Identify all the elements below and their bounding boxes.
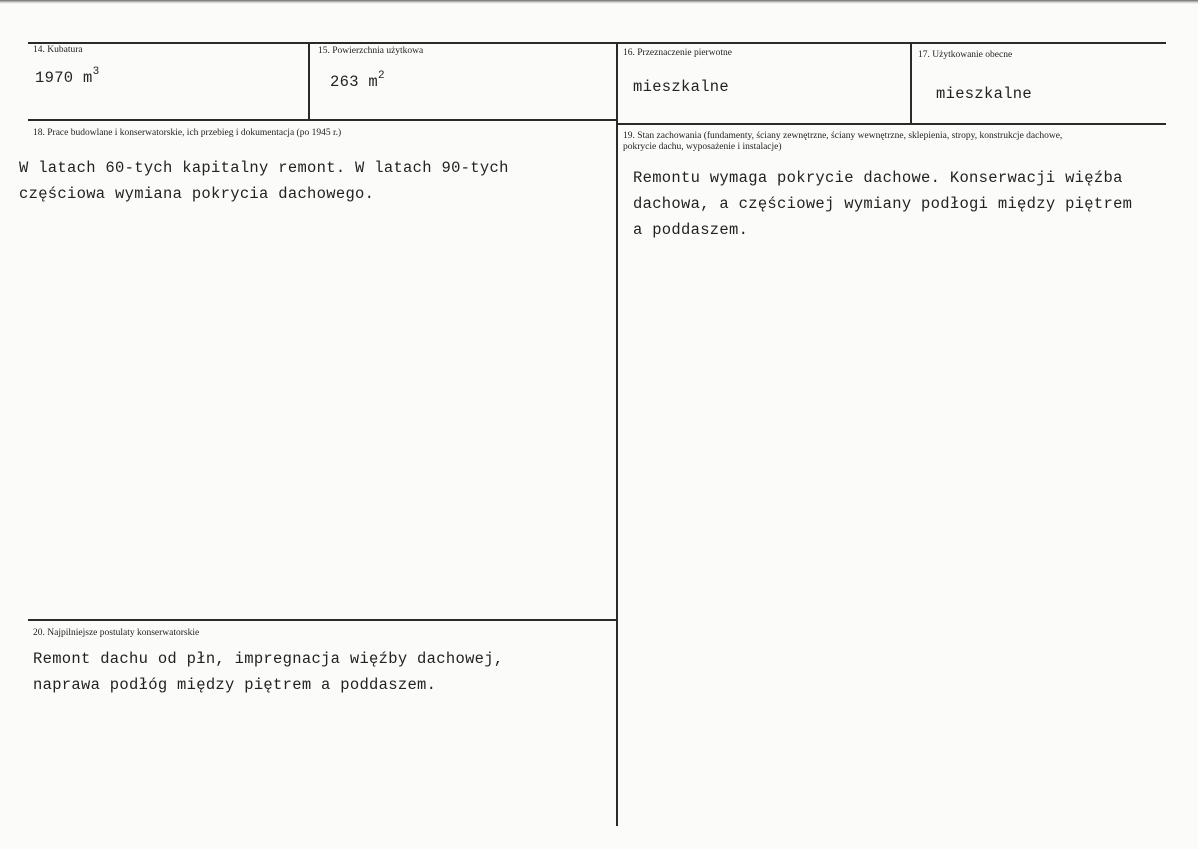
field-17-value: mieszkalne <box>936 85 1033 103</box>
center-divider <box>616 42 618 826</box>
field-14-value-text: 1970 m <box>35 69 93 88</box>
field-15-label: 15. Powierzchnia użytkowa <box>318 46 424 56</box>
field-20-label: 20. Najpilniejsze postulaty konserwatorskie <box>33 628 200 638</box>
field-15-value <box>330 72 385 91</box>
field-18-label: 18. Prace budowlane i konserwatorskie, ich przebieg i dokumentacja (po 1945 r.) <box>33 128 342 138</box>
field-18-text: W latach 60-tych kapitalny remont. W latach 90-tych częściowa wymiana pokrycia dachowego. <box>19 159 509 203</box>
row1-bottom-rule-right <box>618 123 1166 125</box>
field-19-label: 19. Stan zachowania (fundamenty, ściany zewnętrzne, ściany wewnętrzne, sklepienia, stropy, konstrukcje dachowe, pokrycie dachu, wyposażenie i instalacje) <box>623 131 1063 152</box>
field-14-value <box>35 68 100 87</box>
field-16-value: mieszkalne <box>633 78 730 96</box>
field-20-text: Remont dachu od płn, impregnacja więźby dachowej, naprawa podłóg między piętrem a poddaszem. <box>33 650 504 694</box>
top-rule <box>28 42 1166 44</box>
row1-bottom-rule-left <box>28 119 618 121</box>
page-top-edge <box>0 0 1198 4</box>
field-19-text: Remontu wymaga pokrycie dachowe. Konserwacji więźba dachowa, a częściowej wymiany podłogi między piętrem a poddaszem. <box>633 169 1133 239</box>
field-15-value-text: 263 m <box>330 73 379 92</box>
field-16-label: 16. Przeznaczenie pierwotne <box>623 48 732 58</box>
field20-top-rule <box>28 619 618 621</box>
divider-16-17 <box>910 42 912 124</box>
field-17-label: 17. Użytkowanie obecne <box>918 50 1013 60</box>
field-14-unit-exponent: 3 <box>92 66 100 78</box>
field-14-label: 14. Kubatura <box>33 45 83 55</box>
field-15-unit-exponent: 2 <box>378 70 385 82</box>
divider-14-15 <box>308 42 310 120</box>
